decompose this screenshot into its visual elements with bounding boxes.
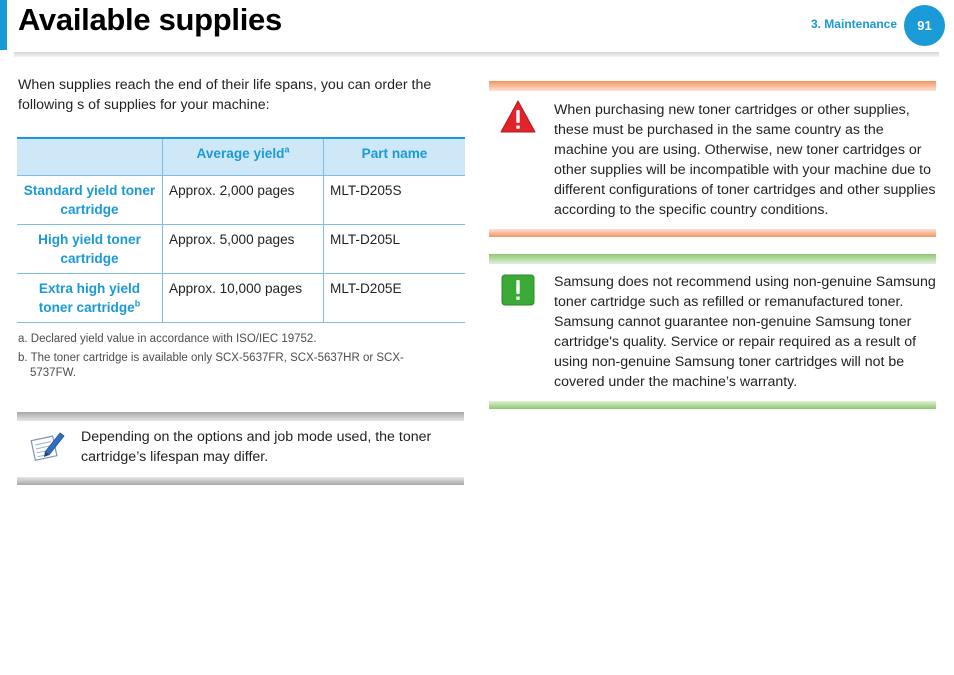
warning-box [489,81,936,237]
table-header-part: Part name [324,138,466,176]
supplies-table [17,137,465,323]
footnote-marker: a [284,144,290,155]
page-title: Available supplies [18,2,282,37]
exclamation-icon [501,274,535,306]
header-accent-bar [0,0,7,50]
warning-triangle-icon [500,99,536,135]
supply-yield: Approx. 10,000 pages [163,274,324,323]
supply-part-name: MLT-D205L [324,225,466,274]
table-header-yield: Average yield$^a$ [163,138,324,176]
caution-box [489,254,936,409]
page-number-badge: 91 [904,5,945,46]
supply-part-name: MLT-D205E [324,274,466,323]
table-header-row [17,138,465,176]
intro-paragraph: When supplies reach the end of their life spans, you can order the following s of supplies for your machine: [18,77,432,113]
supply-yield: Approx. 2,000 pages [163,176,324,225]
table-header-type [17,138,163,176]
caution-text: Samsung does not recommend using non-genuine Samsung toner cartridge such as refilled or remanufactured toner. Samsung cannot guarantee non-genuine Samsung toner cartridge's quality. Service or repair required as a result of using non-genuine Samsung toner cartridges will not be covered under the machine’s warranty. [554,274,936,390]
footnote-marker: b [134,298,141,309]
table-row [17,176,465,225]
footnotes [18,332,438,385]
footnote-b: b. The toner cartridge is available only SCX-5637FR, SCX-5637HR or SCX-5737FW. [18,352,404,379]
supply-type: Standard yield toner cartridge [17,176,163,225]
supply-part-name: MLT-D205S [324,176,466,225]
chapter-label: 3. Maintenance [810,17,897,31]
header-divider [14,52,939,57]
supply-type: High yield toner cartridge [17,225,163,274]
supply-yield: Approx. 5,000 pages [163,225,324,274]
note-box [17,412,464,485]
supply-type: Extra high yield toner cartridge$^b$ [17,274,163,323]
note-text: Depending on the options and job mode used, the toner cartridge’s lifespan may differ. [81,429,432,465]
warning-text: When purchasing new toner cartridges or other supplies, these must be purchased in the same country as the machine you are using. Otherwise, new toner cartridges or other supplies will be incompatible with your machine due to different configurations of toner cartridges and other supplies according to the specific country conditions. [554,102,936,218]
pen-note-icon [27,428,67,464]
table-row [17,225,465,274]
footnote-a: a. Declared yield value in accordance with ISO/IEC 19752. [18,333,317,345]
table-row [17,274,465,323]
